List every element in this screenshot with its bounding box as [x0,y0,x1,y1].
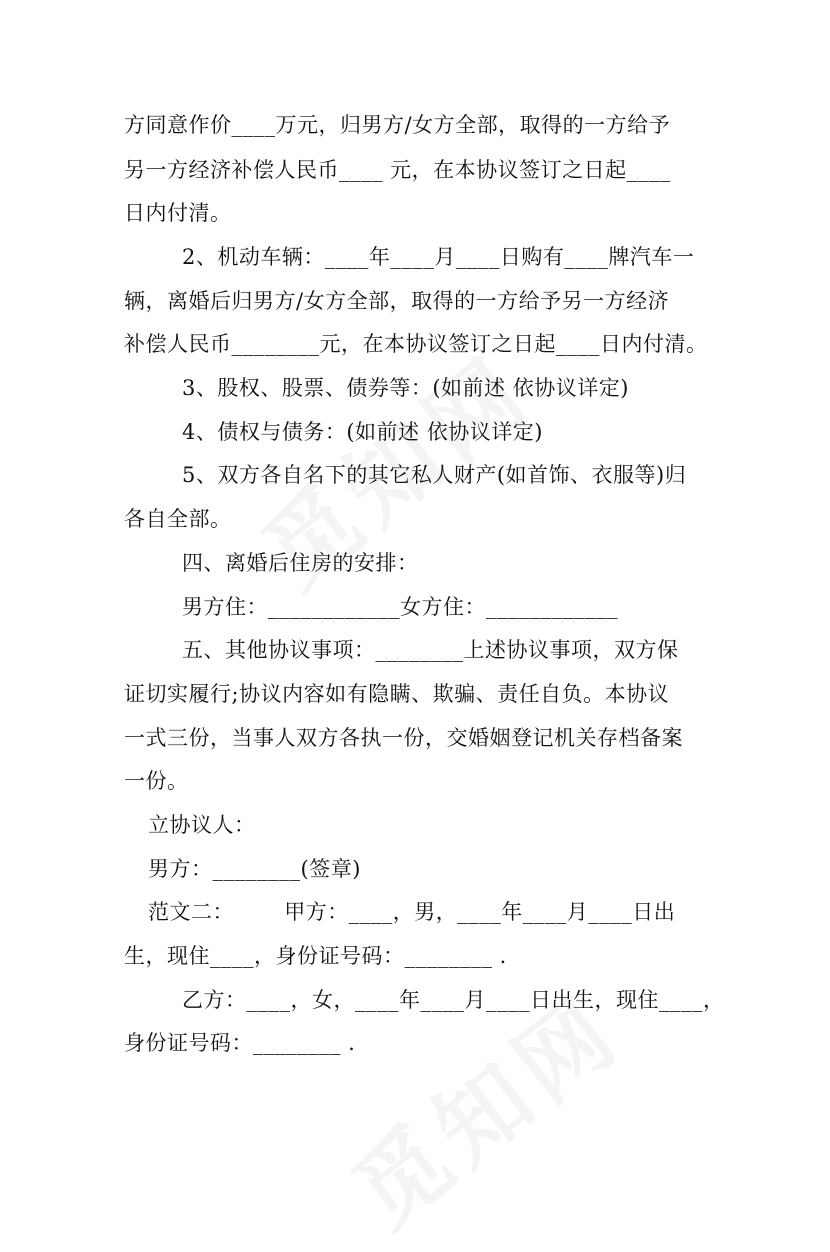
paragraph-line: 2、机动车辆：____年____月____日购有____牌汽车一 [182,245,695,269]
paragraph-line: 一份。 [124,769,189,793]
signature-label: 立协议人： [148,813,256,837]
section-heading: 四、离婚后住房的安排： [182,551,419,575]
paragraph-line: 补偿人民币________元，在本协议签订之日起____日内付清。 [124,332,708,356]
paragraph-line: 证切实履行;协议内容如有隐瞒、欺骗、责任自负。本协议 [124,682,670,706]
paragraph-line: 方同意作价____万元，归男方/女方全部，取得的一方给予 [124,113,671,137]
paragraph-line: 3、股权、股票、债券等：(如前述 依协议详定) [182,376,629,400]
paragraph-line: 五、其他协议事项：________上述协议事项，双方保 [182,638,679,662]
paragraph-line: 另一方经济补偿人民币____ 元，在本协议签订之日起____ [124,158,671,182]
paragraph-line: 辆，离婚后归男方/女方全部，取得的一方给予另一方经济 [124,289,670,313]
paragraph-line: 乙方：____，女，____年____月____日出生，现住____， [182,988,725,1012]
paragraph-line: 生，现住____，身份证号码：________ . [124,944,507,968]
paragraph-line: 5、双方各自名下的其它私人财产(如首饰、衣服等)归 [182,463,687,487]
paragraph-line: 各自全部。 [124,507,232,531]
signature-line: 男方：________(签章) [148,857,361,881]
paragraph-line: 日内付清。 [124,201,232,225]
paragraph-line: 4、债权与债务：(如前述 依协议详定) [182,420,543,444]
paragraph-line: 男方住：____________女方住：____________ [182,595,618,619]
paragraph-line: 范文二： 甲方：____，男，____年____月____日出 [148,900,676,924]
paragraph-line: 一式三份，当事人双方各执一份，交婚姻登记机关存档备案 [124,726,683,750]
paragraph-line: 身份证号码：________ . [124,1031,356,1055]
